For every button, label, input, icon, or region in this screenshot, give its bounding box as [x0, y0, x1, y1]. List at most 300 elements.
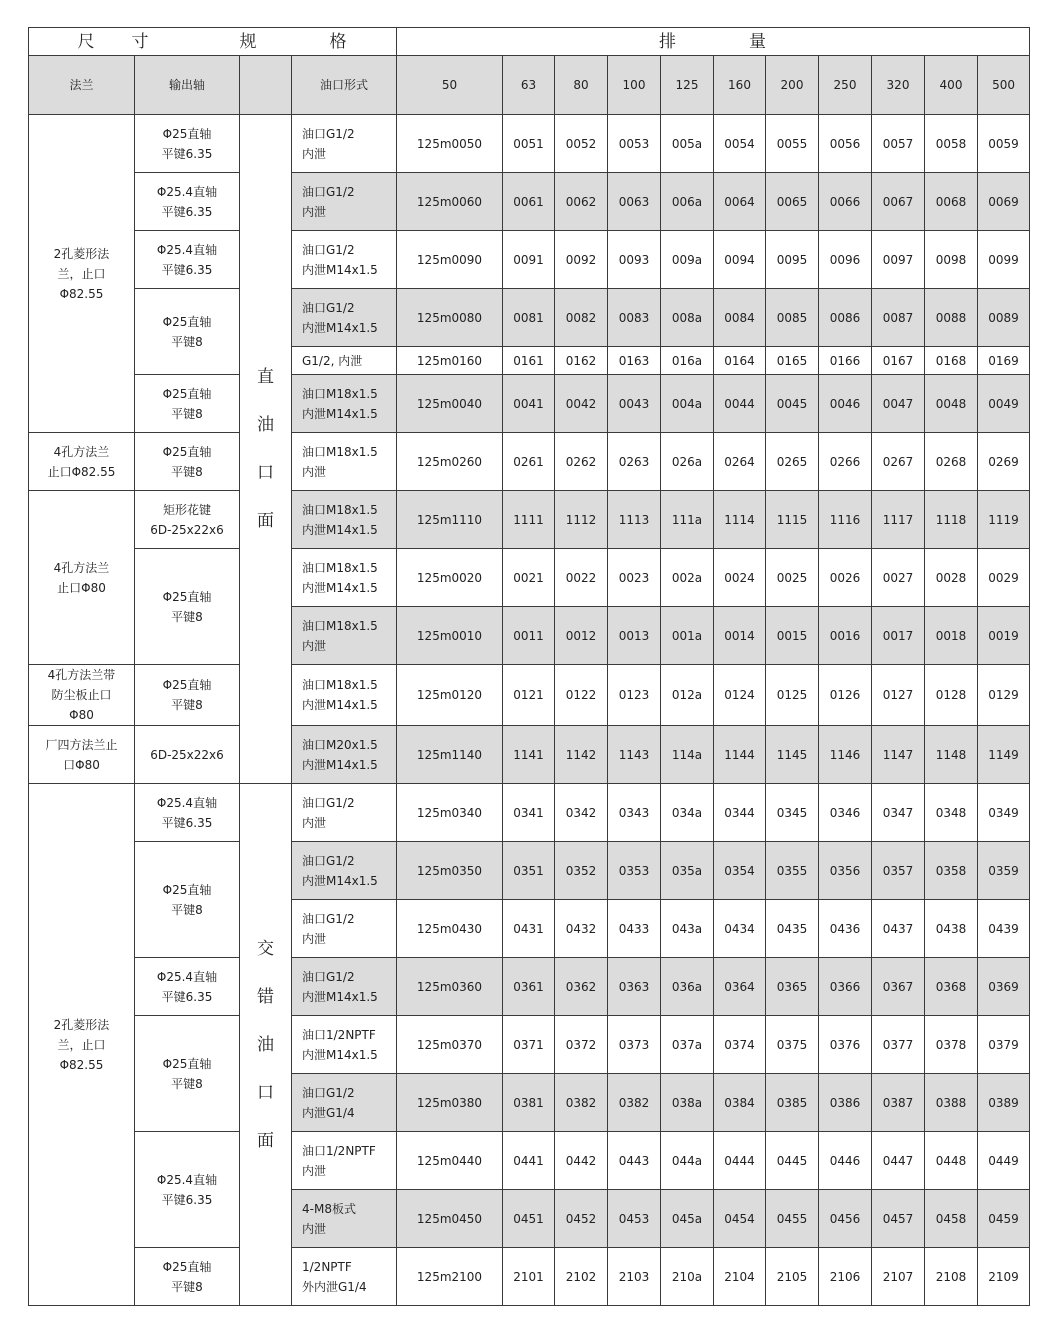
model-code-cell: 1119	[978, 491, 1030, 549]
port-type-cell: 油口G1/2 内泄G1/4	[292, 1074, 397, 1132]
port-type-cell: 油口G1/2 内泄M14x1.5	[292, 231, 397, 289]
model-code-cell: 0122	[555, 665, 608, 726]
model-code-cell: 0048	[925, 375, 978, 433]
port-type-cell: 油口M18x1.5 内泄M14x1.5	[292, 549, 397, 607]
model-code-cell: 0094	[714, 231, 766, 289]
header-flange: 法兰	[29, 56, 135, 115]
table-row	[29, 115, 1030, 173]
model-code-cell: 0371	[503, 1016, 555, 1074]
header-displacement-250: 250	[819, 56, 872, 115]
model-code-cell: 125m0350	[397, 842, 503, 900]
model-code-cell: 0351	[503, 842, 555, 900]
model-code-cell: 0382	[555, 1074, 608, 1132]
model-code-cell: 026a	[661, 433, 714, 491]
straight-face-label-char: 面	[257, 511, 274, 531]
model-code-cell: 0441	[503, 1132, 555, 1190]
model-code-cell: 1114	[714, 491, 766, 549]
model-code-cell: 0015	[766, 607, 819, 665]
flange-cell: 2孔菱形法 兰，止口 Φ82.55	[29, 115, 135, 433]
model-code-cell: 0432	[555, 900, 608, 958]
straight-face-label-char: 油	[257, 415, 274, 435]
model-code-cell: 0268	[925, 433, 978, 491]
shaft-cell: Φ25.4直轴 平键6.35	[135, 784, 240, 842]
model-code-cell: 0012	[555, 607, 608, 665]
model-code-cell: 0125	[766, 665, 819, 726]
model-code-cell: 2107	[872, 1248, 925, 1306]
model-code-cell: 0027	[872, 549, 925, 607]
model-code-cell: 0368	[925, 958, 978, 1016]
shaft-cell: Φ25直轴 平键8	[135, 1248, 240, 1306]
model-code-cell: 0011	[503, 607, 555, 665]
shaft-cell: Φ25.4直轴 平键6.35	[135, 173, 240, 231]
model-code-cell: 002a	[661, 549, 714, 607]
model-code-cell: 0164	[714, 347, 766, 375]
model-code-cell: 0065	[766, 173, 819, 231]
shaft-cell: Φ25直轴 平键8	[135, 1016, 240, 1132]
header-displacement-500: 500	[978, 56, 1030, 115]
model-code-cell: 0366	[819, 958, 872, 1016]
port-type-cell: 油口M18x1.5 内泄M14x1.5	[292, 375, 397, 433]
model-code-cell: 125m0380	[397, 1074, 503, 1132]
model-code-cell: 0025	[766, 549, 819, 607]
model-code-cell: 0014	[714, 607, 766, 665]
model-code-cell: 0047	[872, 375, 925, 433]
model-code-cell: 125m0160	[397, 347, 503, 375]
model-code-cell: 0069	[978, 173, 1030, 231]
model-code-cell: 0367	[872, 958, 925, 1016]
table-row	[29, 289, 1030, 347]
model-code-cell: 0454	[714, 1190, 766, 1248]
model-code-cell: 0129	[978, 665, 1030, 726]
model-code-cell: 111a	[661, 491, 714, 549]
model-code-cell: 1142	[555, 726, 608, 784]
model-code-cell: 0128	[925, 665, 978, 726]
port-type-cell: 油口G1/2 内泄	[292, 115, 397, 173]
flange-cell: 2孔菱形法 兰，止口 Φ82.55	[29, 784, 135, 1306]
model-code-cell: 0263	[608, 433, 661, 491]
header-port: 油口形式	[292, 56, 397, 115]
model-code-cell: 0165	[766, 347, 819, 375]
model-code-cell: 0381	[503, 1074, 555, 1132]
port-type-cell: 油口G1/2 内泄M14x1.5	[292, 289, 397, 347]
model-code-cell: 1116	[819, 491, 872, 549]
model-code-cell: 0096	[819, 231, 872, 289]
model-code-cell: 0054	[714, 115, 766, 173]
table-row	[29, 958, 1030, 1016]
model-code-cell: 0439	[978, 900, 1030, 958]
model-code-cell: 0051	[503, 115, 555, 173]
model-code-cell: 035a	[661, 842, 714, 900]
model-code-cell: 0124	[714, 665, 766, 726]
model-code-cell: 1118	[925, 491, 978, 549]
model-code-cell: 0355	[766, 842, 819, 900]
model-code-cell: 0389	[978, 1074, 1030, 1132]
model-code-cell: 0169	[978, 347, 1030, 375]
model-code-cell: 0023	[608, 549, 661, 607]
port-type-cell: 油口M18x1.5 内泄M14x1.5	[292, 665, 397, 726]
model-code-cell: 0357	[872, 842, 925, 900]
port-type-cell: 油口M18x1.5 内泄	[292, 607, 397, 665]
model-code-cell: 0126	[819, 665, 872, 726]
model-code-cell: 0166	[819, 347, 872, 375]
model-code-cell: 1113	[608, 491, 661, 549]
model-code-cell: 0374	[714, 1016, 766, 1074]
model-code-cell: 0435	[766, 900, 819, 958]
header-displacement-125: 125	[661, 56, 714, 115]
model-code-cell: 125m2100	[397, 1248, 503, 1306]
model-code-cell: 0458	[925, 1190, 978, 1248]
model-code-cell: 0359	[978, 842, 1030, 900]
model-code-cell: 125m0090	[397, 231, 503, 289]
model-code-cell: 0095	[766, 231, 819, 289]
model-code-cell: 0266	[819, 433, 872, 491]
model-code-cell: 0162	[555, 347, 608, 375]
shaft-cell: Φ25直轴 平键8	[135, 433, 240, 491]
model-code-cell: 2109	[978, 1248, 1030, 1306]
port-type-cell: 油口M18x1.5 内泄	[292, 433, 397, 491]
model-code-cell: 0022	[555, 549, 608, 607]
model-code-cell: 2106	[819, 1248, 872, 1306]
cross-face-label	[240, 784, 292, 1306]
model-code-cell: 0083	[608, 289, 661, 347]
model-code-cell: 0057	[872, 115, 925, 173]
model-code-cell: 2104	[714, 1248, 766, 1306]
flange-cell: 厂四方法兰止 口Φ80	[29, 726, 135, 784]
model-code-cell: 0021	[503, 549, 555, 607]
model-code-cell: 0459	[978, 1190, 1030, 1248]
model-code-cell: 0364	[714, 958, 766, 1016]
model-code-cell: 0052	[555, 115, 608, 173]
model-code-cell: 125m0060	[397, 173, 503, 231]
table-row	[29, 1016, 1030, 1074]
model-code-cell: 0348	[925, 784, 978, 842]
model-code-cell: 125m0050	[397, 115, 503, 173]
model-code-cell: 0376	[819, 1016, 872, 1074]
model-code-cell: 009a	[661, 231, 714, 289]
model-code-cell: 0085	[766, 289, 819, 347]
flange-cell: 4孔方法兰 止口Φ80	[29, 491, 135, 665]
model-code-cell: 0451	[503, 1190, 555, 1248]
model-code-cell: 0436	[819, 900, 872, 958]
model-code-cell: 0347	[872, 784, 925, 842]
table-row	[29, 173, 1030, 231]
table-row	[29, 784, 1030, 842]
model-code-cell: 0434	[714, 900, 766, 958]
model-code-cell: 012a	[661, 665, 714, 726]
model-code-cell: 125m0360	[397, 958, 503, 1016]
table-row	[29, 1132, 1030, 1190]
model-code-cell: 125m1140	[397, 726, 503, 784]
model-code-cell: 004a	[661, 375, 714, 433]
model-code-cell: 0455	[766, 1190, 819, 1248]
model-code-cell: 125m1110	[397, 491, 503, 549]
model-code-cell: 125m0430	[397, 900, 503, 958]
model-code-cell: 0444	[714, 1132, 766, 1190]
header-displacement: 排 量	[397, 28, 1030, 56]
model-code-cell: 0443	[608, 1132, 661, 1190]
model-code-cell: 0445	[766, 1132, 819, 1190]
model-code-cell: 0024	[714, 549, 766, 607]
model-code-cell: 0017	[872, 607, 925, 665]
table-row	[29, 375, 1030, 433]
model-code-cell: 1141	[503, 726, 555, 784]
model-code-cell: 1111	[503, 491, 555, 549]
model-code-cell: 0262	[555, 433, 608, 491]
model-code-cell: 1144	[714, 726, 766, 784]
model-code-cell: 0342	[555, 784, 608, 842]
straight-face-label-char: 口	[257, 463, 274, 483]
model-code-cell: 044a	[661, 1132, 714, 1190]
port-type-cell: 油口G1/2 内泄M14x1.5	[292, 842, 397, 900]
model-code-cell: 036a	[661, 958, 714, 1016]
shaft-cell: Φ25直轴 平键8	[135, 375, 240, 433]
table-row	[29, 231, 1030, 289]
model-code-cell: 0448	[925, 1132, 978, 1190]
model-code-cell: 0062	[555, 173, 608, 231]
port-type-cell: 4-M8板式 内泄	[292, 1190, 397, 1248]
model-code-cell: 210a	[661, 1248, 714, 1306]
model-code-cell: 0097	[872, 231, 925, 289]
model-code-cell: 016a	[661, 347, 714, 375]
model-code-cell: 1149	[978, 726, 1030, 784]
model-code-cell: 2103	[608, 1248, 661, 1306]
model-code-table	[28, 27, 1030, 1306]
header-size-spec: 尺 寸 规 格	[29, 28, 397, 56]
model-code-cell: 1145	[766, 726, 819, 784]
model-code-cell: 0013	[608, 607, 661, 665]
model-code-cell: 0267	[872, 433, 925, 491]
model-code-cell: 0438	[925, 900, 978, 958]
model-code-cell: 1146	[819, 726, 872, 784]
model-code-cell: 0382	[608, 1074, 661, 1132]
model-code-cell: 0082	[555, 289, 608, 347]
model-code-cell: 0354	[714, 842, 766, 900]
cross-face-label-char: 口	[257, 1082, 274, 1103]
model-code-cell: 0081	[503, 289, 555, 347]
shaft-cell: Φ25.4直轴 平键6.35	[135, 1132, 240, 1248]
header-displacement-320: 320	[872, 56, 925, 115]
model-code-cell: 0087	[872, 289, 925, 347]
port-type-cell: G1/2, 内泄	[292, 347, 397, 375]
model-code-cell: 006a	[661, 173, 714, 231]
model-code-cell: 1147	[872, 726, 925, 784]
model-code-cell: 125m0040	[397, 375, 503, 433]
table-row	[29, 491, 1030, 549]
model-code-cell: 0092	[555, 231, 608, 289]
shaft-cell: Φ25.4直轴 平键6.35	[135, 231, 240, 289]
model-code-cell: 125m0260	[397, 433, 503, 491]
model-code-cell: 0385	[766, 1074, 819, 1132]
shaft-cell: Φ25直轴 平键8	[135, 842, 240, 958]
model-code-cell: 0042	[555, 375, 608, 433]
model-code-cell: 0043	[608, 375, 661, 433]
model-code-cell: 0265	[766, 433, 819, 491]
model-code-cell: 0379	[978, 1016, 1030, 1074]
model-code-cell: 0064	[714, 173, 766, 231]
model-code-cell: 1112	[555, 491, 608, 549]
model-code-cell: 2108	[925, 1248, 978, 1306]
port-type-cell: 1/2NPTF 外内泄G1/4	[292, 1248, 397, 1306]
header-displacement-400: 400	[925, 56, 978, 115]
model-code-cell: 001a	[661, 607, 714, 665]
model-code-cell: 008a	[661, 289, 714, 347]
shaft-cell: Φ25直轴 平键8	[135, 665, 240, 726]
model-code-cell: 0089	[978, 289, 1030, 347]
model-code-cell: 0058	[925, 115, 978, 173]
cross-face-label-char: 交	[257, 938, 274, 959]
model-code-cell: 0068	[925, 173, 978, 231]
model-code-cell: 0446	[819, 1132, 872, 1190]
model-code-cell: 0261	[503, 433, 555, 491]
flange-cell: 4孔方法兰带 防尘板止口 Φ80	[29, 665, 135, 726]
header-displacement-50: 50	[397, 56, 503, 115]
model-code-cell: 0449	[978, 1132, 1030, 1190]
model-code-cell: 0384	[714, 1074, 766, 1132]
flange-cell: 4孔方法兰 止口Φ82.55	[29, 433, 135, 491]
model-code-cell: 0066	[819, 173, 872, 231]
model-code-cell: 0167	[872, 347, 925, 375]
port-type-cell: 油口M18x1.5 内泄M14x1.5	[292, 491, 397, 549]
model-code-cell: 0049	[978, 375, 1030, 433]
header-displacement-100: 100	[608, 56, 661, 115]
model-code-cell: 0358	[925, 842, 978, 900]
header-displacement-160: 160	[714, 56, 766, 115]
model-code-cell: 0127	[872, 665, 925, 726]
model-code-cell: 0341	[503, 784, 555, 842]
model-code-cell: 125m0120	[397, 665, 503, 726]
model-code-cell: 0365	[766, 958, 819, 1016]
model-code-cell: 0121	[503, 665, 555, 726]
model-code-cell: 0029	[978, 549, 1030, 607]
model-code-cell: 1117	[872, 491, 925, 549]
model-code-cell: 2101	[503, 1248, 555, 1306]
model-code-cell: 0163	[608, 347, 661, 375]
model-code-cell: 125m0450	[397, 1190, 503, 1248]
model-code-cell: 0375	[766, 1016, 819, 1074]
model-code-cell: 0026	[819, 549, 872, 607]
port-type-cell: 油口M20x1.5 内泄M14x1.5	[292, 726, 397, 784]
table-row	[29, 549, 1030, 607]
model-code-cell: 0369	[978, 958, 1030, 1016]
cross-face-label-char: 错	[257, 986, 274, 1007]
straight-face-label	[240, 115, 292, 784]
model-code-cell: 1148	[925, 726, 978, 784]
model-code-cell: 0378	[925, 1016, 978, 1074]
model-code-cell: 005a	[661, 115, 714, 173]
table-row	[29, 726, 1030, 784]
model-code-cell: 0457	[872, 1190, 925, 1248]
model-code-cell: 038a	[661, 1074, 714, 1132]
model-code-cell: 0373	[608, 1016, 661, 1074]
model-code-cell: 0437	[872, 900, 925, 958]
model-code-cell: 125m0080	[397, 289, 503, 347]
model-code-cell: 0091	[503, 231, 555, 289]
model-code-cell: 0061	[503, 173, 555, 231]
model-code-cell: 125m0370	[397, 1016, 503, 1074]
model-code-cell: 0447	[872, 1132, 925, 1190]
table-row	[29, 842, 1030, 900]
model-code-cell: 0046	[819, 375, 872, 433]
model-code-cell: 0343	[608, 784, 661, 842]
cross-face-label-char: 油	[257, 1034, 274, 1055]
model-code-cell: 0344	[714, 784, 766, 842]
model-code-cell: 0431	[503, 900, 555, 958]
model-code-cell: 0264	[714, 433, 766, 491]
model-code-cell: 0053	[608, 115, 661, 173]
model-code-cell: 0018	[925, 607, 978, 665]
model-code-cell: 0269	[978, 433, 1030, 491]
table-row	[29, 433, 1030, 491]
model-code-cell: 0123	[608, 665, 661, 726]
port-type-cell: 油口G1/2 内泄M14x1.5	[292, 958, 397, 1016]
model-code-cell: 0086	[819, 289, 872, 347]
model-code-cell: 0098	[925, 231, 978, 289]
model-code-cell: 0387	[872, 1074, 925, 1132]
model-code-cell: 0168	[925, 347, 978, 375]
port-type-cell: 油口G1/2 内泄	[292, 900, 397, 958]
model-code-cell: 0386	[819, 1074, 872, 1132]
model-code-cell: 0019	[978, 607, 1030, 665]
model-code-cell: 0346	[819, 784, 872, 842]
model-code-cell: 0067	[872, 173, 925, 231]
model-code-cell: 0452	[555, 1190, 608, 1248]
shaft-cell: 6D-25x22x6	[135, 726, 240, 784]
model-code-cell: 0055	[766, 115, 819, 173]
header-displacement-80: 80	[555, 56, 608, 115]
model-code-cell: 0361	[503, 958, 555, 1016]
model-code-cell: 0088	[925, 289, 978, 347]
model-code-cell: 0363	[608, 958, 661, 1016]
model-code-cell: 0453	[608, 1190, 661, 1248]
model-code-cell: 125m0440	[397, 1132, 503, 1190]
model-code-cell: 034a	[661, 784, 714, 842]
model-code-cell: 0044	[714, 375, 766, 433]
model-code-cell: 2102	[555, 1248, 608, 1306]
model-code-cell: 0028	[925, 549, 978, 607]
model-code-cell: 043a	[661, 900, 714, 958]
model-code-cell: 125m0010	[397, 607, 503, 665]
port-type-cell: 油口G1/2 内泄	[292, 173, 397, 231]
header-displacement-200: 200	[766, 56, 819, 115]
model-code-cell: 0349	[978, 784, 1030, 842]
model-code-cell: 0059	[978, 115, 1030, 173]
model-code-cell: 0041	[503, 375, 555, 433]
model-code-cell: 2105	[766, 1248, 819, 1306]
model-code-cell: 0345	[766, 784, 819, 842]
model-code-cell: 0377	[872, 1016, 925, 1074]
model-code-cell: 125m0340	[397, 784, 503, 842]
model-code-cell: 0093	[608, 231, 661, 289]
model-code-cell: 0372	[555, 1016, 608, 1074]
table-row	[29, 665, 1030, 726]
shaft-cell: Φ25直轴 平键8	[135, 289, 240, 375]
model-code-cell: 0388	[925, 1074, 978, 1132]
shaft-cell: 矩形花键 6D-25x22x6	[135, 491, 240, 549]
model-code-cell: 0362	[555, 958, 608, 1016]
model-code-cell: 0442	[555, 1132, 608, 1190]
straight-face-label-char: 直	[257, 367, 274, 387]
model-code-cell: 0084	[714, 289, 766, 347]
shaft-cell: Φ25直轴 平键6.35	[135, 115, 240, 173]
cross-face-label-char: 面	[257, 1130, 274, 1151]
model-code-cell: 1115	[766, 491, 819, 549]
port-type-cell: 油口1/2NPTF 内泄	[292, 1132, 397, 1190]
model-code-cell: 125m0020	[397, 549, 503, 607]
model-code-cell: 0352	[555, 842, 608, 900]
model-code-cell: 0063	[608, 173, 661, 231]
port-type-cell: 油口G1/2 内泄	[292, 784, 397, 842]
model-code-cell: 0045	[766, 375, 819, 433]
